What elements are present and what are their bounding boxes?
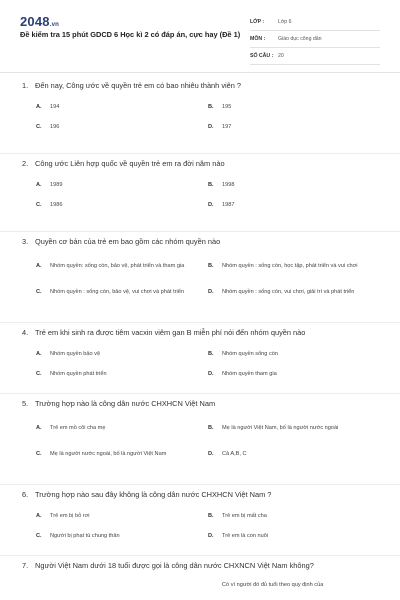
option-letter: B. [208, 425, 214, 431]
answer-options [20, 344, 380, 384]
question-1 [0, 76, 400, 154]
option-text: 197 [222, 124, 232, 130]
option-text: Nhóm quyền bảo vệ [50, 351, 101, 357]
question-2 [0, 154, 400, 232]
option-letter: C. [36, 533, 42, 539]
answer-options [20, 175, 380, 215]
answer-option[interactable] [36, 526, 208, 546]
question-6 [0, 485, 400, 556]
option-text: Nhóm quyền tham gia [222, 371, 277, 377]
option-text: 195 [222, 104, 232, 110]
question-number: 1. [22, 81, 29, 90]
answer-options [20, 506, 380, 546]
answer-options [20, 577, 380, 593]
meta-count [250, 48, 380, 65]
option-letter: C. [36, 371, 42, 377]
meta-subject [250, 31, 380, 48]
question-text [20, 489, 380, 500]
option-letter: D. [208, 533, 214, 539]
option-letter: C. [36, 124, 42, 130]
option-text: 1986 [50, 202, 63, 208]
question-stem: Quyền cơ bản của trẻ em bao gồm các nhóm quyền nào [35, 237, 221, 246]
option-text: Nhóm quyền : sống còn, bảo vệ, vui chơi và phát triển [50, 289, 184, 295]
answer-option[interactable] [36, 195, 208, 215]
answer-option[interactable] [36, 253, 208, 279]
document-meta [250, 14, 380, 65]
answer-option[interactable] [208, 441, 380, 467]
meta-class [250, 14, 380, 31]
question-number: 6. [22, 490, 29, 499]
option-letter: D. [208, 451, 214, 457]
answer-option[interactable] [36, 415, 208, 441]
question-text [20, 327, 380, 338]
answer-option[interactable] [208, 415, 380, 441]
logo-main: 2048 [20, 14, 50, 29]
option-text: Trẻ em là con nuôi [222, 533, 269, 539]
question-text [20, 158, 380, 169]
question-3 [0, 232, 400, 323]
question-stem: Người Việt Nam dưới 18 tuổi được gọi là công dân nước CHXNCN Việt Nam không? [35, 561, 314, 570]
option-text: Nhóm quyền: sống còn, bảo vệ, phát triển và tham gia [50, 263, 185, 269]
answer-option[interactable] [36, 344, 208, 364]
answer-option[interactable] [36, 97, 208, 117]
option-letter: B. [208, 104, 214, 110]
option-letter: D. [208, 202, 214, 208]
option-text: Nhóm quyền : sống còn, học tập, phát triển và vui chơi [222, 263, 358, 269]
answer-option[interactable] [36, 279, 208, 305]
question-number: 2. [22, 159, 29, 168]
option-text: Nhóm quyền phát triển [50, 371, 107, 377]
question-text [20, 236, 380, 247]
option-text: Trẻ em mồ côi cha mẹ [50, 425, 106, 431]
option-text: Mẹ là người nước ngoài, bố là người Việt Nam [50, 451, 167, 457]
option-text: 1987 [222, 202, 235, 208]
meta-subject-value: Giáo dục công dân [278, 36, 322, 42]
question-4 [0, 323, 400, 394]
option-text: 1998 [222, 182, 235, 188]
meta-count-value: 20 [278, 53, 284, 59]
question-number: 7. [22, 561, 29, 570]
question-7 [0, 556, 400, 600]
option-text: Trẻ em bị mất cha [222, 513, 267, 519]
option-text: 1989 [50, 182, 63, 188]
question-number: 4. [22, 328, 29, 337]
option-letter: A. [36, 425, 42, 431]
question-text [20, 398, 380, 409]
answer-option[interactable] [208, 279, 380, 305]
site-logo[interactable] [20, 14, 59, 29]
meta-subject-label: MÔN : [250, 36, 266, 42]
answer-option[interactable] [36, 506, 208, 526]
answer-option[interactable] [36, 175, 208, 195]
option-letter: C. [36, 451, 42, 457]
answer-option[interactable] [36, 441, 208, 467]
answer-options [20, 253, 380, 305]
answer-option[interactable] [208, 506, 380, 526]
answer-option[interactable] [208, 195, 380, 215]
header-divider [0, 72, 400, 73]
option-letter: B. [208, 263, 214, 269]
option-letter: C. [36, 289, 42, 295]
answer-options [20, 415, 380, 467]
option-text: Nhóm quyền : sống còn, vui chơi, giải trí và phát triển [222, 289, 355, 295]
document-title: Đề kiểm tra 15 phút GDCD 6 Học kì 2 có đáp án, cực hay (Đề 1) [20, 30, 241, 39]
option-letter: B. [208, 513, 214, 519]
meta-class-value: Lớp 6 [278, 19, 292, 25]
option-letter: A. [36, 513, 42, 519]
option-text: Có vì người đó đủ tuổi theo quy định của [222, 582, 324, 588]
option-text: Cả A,B, C [222, 451, 247, 457]
question-stem: Công ước Liên hợp quốc về quyền trẻ em ra đời năm nào [35, 159, 225, 168]
option-text: Người bị phạt tù chung thân [50, 533, 120, 539]
question-text [20, 560, 380, 571]
option-text: Nhóm quyền sống còn [222, 351, 278, 357]
question-stem: Trường hợp nào là công dân nước CHXHCN Việt Nam [35, 399, 216, 408]
question-stem: Trẻ em khi sinh ra được tiêm vacxin viêm gan B miễn phí nói đến nhóm quyền nào [35, 328, 306, 337]
answer-option[interactable] [208, 364, 380, 384]
answer-option[interactable] [208, 577, 380, 593]
option-letter: D. [208, 289, 214, 295]
option-letter: A. [36, 182, 42, 188]
option-letter: B. [208, 351, 214, 357]
question-5 [0, 394, 400, 485]
option-letter: B. [208, 182, 214, 188]
option-text: Trẻ em bị bỏ rơi [50, 513, 90, 519]
question-text [20, 80, 380, 91]
answer-options [20, 97, 380, 137]
option-letter: A. [36, 263, 42, 269]
meta-count-label: SỐ CÂU : [250, 53, 274, 59]
answer-option[interactable] [36, 117, 208, 137]
question-number: 5. [22, 399, 29, 408]
question-stem: Đến nay, Công ước về quyền trẻ em có bao nhiêu thành viên ? [35, 81, 242, 90]
question-number: 3. [22, 237, 29, 246]
option-text: Mẹ là người Việt Nam, bố là người nước ngoài [222, 425, 339, 431]
meta-class-label: LỚP : [250, 19, 265, 25]
option-letter: C. [36, 202, 42, 208]
option-letter: A. [36, 351, 42, 357]
option-letter: A. [36, 104, 42, 110]
logo-sub: .vn [49, 22, 60, 28]
answer-option[interactable] [208, 344, 380, 364]
option-text: 194 [50, 104, 60, 110]
answer-option[interactable] [36, 364, 208, 384]
answer-option[interactable] [208, 117, 380, 137]
answer-option[interactable] [208, 253, 380, 279]
question-list [0, 76, 400, 600]
question-stem: Trường hợp nào sau đây không là công dân nước CHXHCN Việt Nam ? [35, 490, 272, 499]
answer-option[interactable] [208, 526, 380, 546]
answer-option[interactable] [208, 175, 380, 195]
answer-option[interactable] [208, 97, 380, 117]
option-text: 196 [50, 124, 60, 130]
option-letter: D. [208, 371, 214, 377]
header [0, 0, 400, 70]
answer-option[interactable] [36, 577, 208, 593]
option-letter: D. [208, 124, 214, 130]
